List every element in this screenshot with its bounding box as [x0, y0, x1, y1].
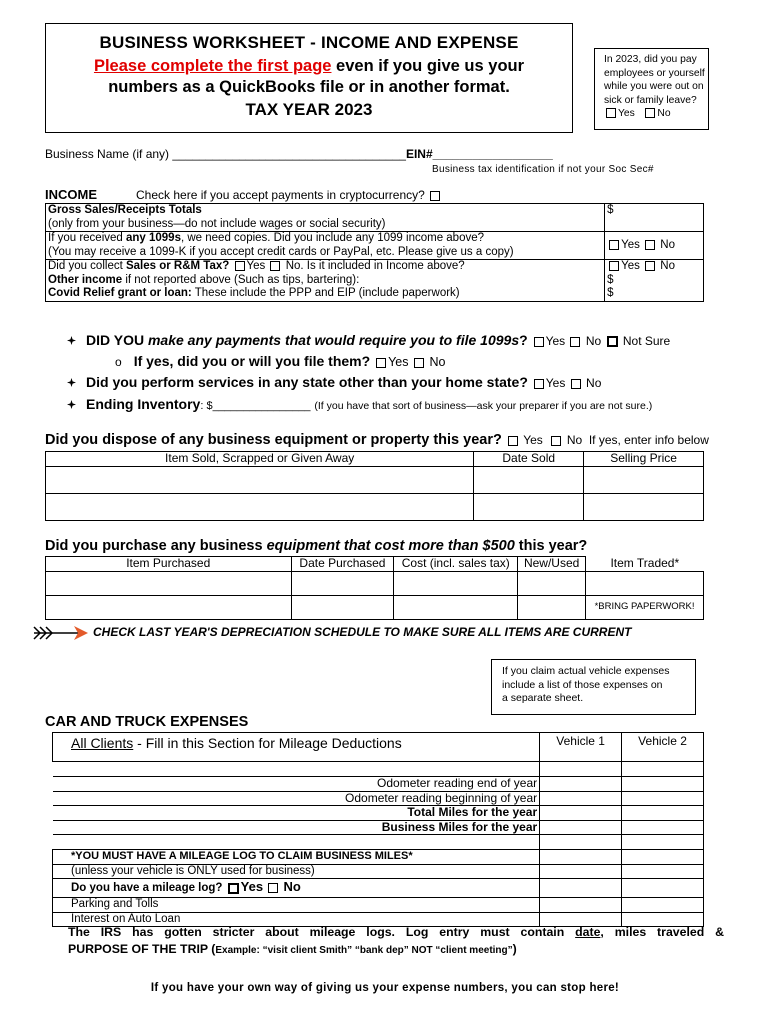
- leave-no-label: No: [657, 108, 671, 119]
- table-row: [46, 232, 704, 260]
- leave-line: while you were out on: [604, 81, 704, 92]
- 1099-no-checkbox[interactable]: [645, 240, 655, 250]
- table-row: [53, 835, 704, 850]
- sales-included-no-checkbox[interactable]: [645, 261, 655, 271]
- purchase-question: [45, 538, 587, 554]
- sub-bullet: o: [115, 355, 122, 369]
- inventory-blank[interactable]: : $________________: [200, 400, 311, 412]
- leave-options: [604, 107, 708, 121]
- odometer-end-label: Odometer reading end of year: [53, 777, 540, 792]
- instruction-line3: numbers as a QuickBooks file or in another format.: [108, 78, 510, 96]
- mileage-log-unless: (unless your vehicle is ONLY used for business): [53, 864, 540, 879]
- disposal-table: [45, 451, 704, 521]
- leave-no-checkbox[interactable]: [645, 108, 655, 118]
- table-row: [46, 493, 704, 520]
- table-cell[interactable]: [584, 493, 704, 520]
- table-cell[interactable]: [540, 777, 622, 792]
- table-row: [53, 762, 704, 777]
- irs-date: date: [575, 925, 601, 939]
- table-cell[interactable]: [46, 466, 474, 493]
- vehicle1-header: Vehicle 1: [540, 733, 622, 762]
- table-cell[interactable]: [540, 820, 622, 835]
- q1-sub-no-label: No: [429, 355, 446, 369]
- table-cell[interactable]: [584, 466, 704, 493]
- car-heading: CAR AND TRUCK EXPENSES: [45, 714, 249, 730]
- sales-yes-label: Yes: [246, 260, 266, 272]
- sales-included-yes-checkbox[interactable]: [609, 261, 619, 271]
- diamond-bullet-icon: [67, 400, 76, 409]
- column-header: Item Traded*: [586, 557, 704, 572]
- column-header: Cost (incl. sales tax): [394, 557, 518, 572]
- 1099-yes-checkbox[interactable]: [609, 240, 619, 250]
- instruction-red: Please complete the first page: [93, 57, 332, 75]
- q2-text: Did you perform services in any state other than your home state?: [86, 374, 528, 390]
- table-cell[interactable]: [474, 466, 584, 493]
- crypto-checkbox[interactable]: [430, 191, 440, 201]
- table-cell[interactable]: [622, 850, 704, 865]
- log-no-label: No: [283, 879, 301, 895]
- q1-not-sure-checkbox[interactable]: [607, 336, 618, 347]
- all-clients: All Clients: [71, 735, 134, 751]
- covid-cell: [46, 287, 605, 301]
- income-heading: INCOME: [45, 187, 97, 202]
- depreciation-note: CHECK LAST YEAR'S DEPRECIATION SCHEDULE TO MAKE SURE ALL ITEMS ARE CURRENT: [93, 625, 632, 639]
- q2-no-label: No: [586, 376, 602, 390]
- table-row: [46, 571, 704, 595]
- table-cell[interactable]: [518, 595, 586, 619]
- covid-bold: Covid Relief grant or loan:: [48, 287, 192, 299]
- table-cell: [53, 762, 540, 777]
- 1099-text-rest: , we need copies. Did you include any 1099 income above?: [180, 232, 485, 244]
- note-line: include a list of those expenses on: [502, 678, 663, 691]
- q2-yes-label: Yes: [545, 376, 566, 390]
- q1-italic: make any payments that would require you to file 1099s: [147, 332, 520, 348]
- gross-title: Gross Sales/Receipts Totals: [48, 204, 202, 216]
- leave-line: sick or family leave?: [604, 94, 697, 106]
- other-income-cell: [46, 274, 605, 288]
- odometer-begin-label: Odometer reading beginning of year: [53, 791, 540, 806]
- q1-text: DID YOU: [86, 332, 148, 348]
- diamond-bullet-icon: [67, 336, 76, 345]
- leave-line: employees or yourself: [604, 67, 705, 79]
- covid-text: These include the PPP and EIP (include paperwork): [191, 287, 460, 299]
- q1-yes-checkbox[interactable]: [534, 337, 544, 347]
- table-cell[interactable]: [622, 879, 704, 898]
- table-cell[interactable]: [622, 820, 704, 835]
- business-miles-label: Business Miles for the year: [53, 820, 540, 835]
- 1099-cell: [46, 232, 605, 260]
- vehicle-expense-note: [491, 659, 696, 715]
- table-cell[interactable]: [540, 762, 622, 777]
- purchase-text: Did you purchase any business: [45, 538, 267, 554]
- table-cell[interactable]: [622, 835, 704, 850]
- irs-note-line2: [68, 941, 724, 959]
- table-row: [46, 287, 704, 301]
- table-row: [53, 806, 704, 821]
- q1-sub-yes-checkbox[interactable]: [376, 358, 386, 368]
- gross-note: (only from your business—do not include wages or social security): [48, 217, 386, 230]
- q2-yes-checkbox[interactable]: [534, 379, 544, 389]
- crypto-question: [136, 188, 442, 202]
- question-1099-sub: [115, 353, 445, 369]
- 1099-text: If you received: [48, 232, 126, 244]
- business-name-line[interactable]: [45, 147, 553, 161]
- disposal-yes-checkbox[interactable]: [508, 436, 518, 446]
- table-row: [46, 260, 704, 274]
- leave-question-box: [594, 48, 709, 130]
- table-row: [53, 898, 704, 913]
- gross-amount[interactable]: $: [605, 204, 704, 232]
- ein-note: Business tax identification if not your Soc Sec#: [432, 164, 654, 175]
- table-cell[interactable]: [394, 595, 518, 619]
- leave-yes-label: Yes: [618, 108, 635, 119]
- all-clients-cell: [53, 733, 540, 762]
- q1-sub-text: If yes, did you or will you file them?: [133, 353, 371, 369]
- 1099-bold: any 1099s: [125, 232, 181, 244]
- crypto-label: Check here if you accept payments in cryptocurrency?: [136, 188, 425, 202]
- no-label: No: [660, 238, 675, 251]
- irs-close-paren: ): [512, 942, 517, 956]
- q1-no-label: No: [585, 334, 602, 348]
- total-miles-label: Total Miles for the year: [53, 806, 540, 821]
- irs-text: The IRS has gotten stricter about mileage logs. Log entry must contain: [68, 925, 576, 939]
- instruction-text: [46, 56, 572, 98]
- car-table: [52, 732, 704, 927]
- income-table: [45, 203, 704, 302]
- business-name-label: Business Name (if any) ___________________________________: [45, 147, 406, 161]
- q1-yes-label: Yes: [545, 334, 566, 348]
- interest-label: Interest on Auto Loan: [53, 912, 540, 927]
- table-cell[interactable]: [474, 493, 584, 520]
- disposal-no-checkbox[interactable]: [551, 436, 561, 446]
- question-inventory: [67, 396, 652, 412]
- sales-text-rest: No. Is it included in Income above?: [285, 260, 465, 272]
- table-row: [53, 791, 704, 806]
- column-header: Item Purchased: [46, 557, 292, 572]
- irs-mileage-note: [68, 924, 724, 959]
- q1-qmark: ?: [519, 332, 528, 348]
- bring-paperwork: *BRING PAPERWORK!: [586, 595, 704, 619]
- log-yes-checkbox[interactable]: [228, 883, 239, 894]
- other-income-text: if not reported above (Such as tips, bartering):: [122, 273, 360, 286]
- arrow-icon: [32, 624, 90, 642]
- table-cell[interactable]: [540, 879, 622, 898]
- footer-note: If you have your own way of giving us your expense numbers, you can stop here!: [150, 982, 620, 994]
- parking-label: Parking and Tolls: [53, 898, 540, 913]
- gross-cell: [46, 204, 605, 232]
- yes-label: Yes: [621, 238, 640, 251]
- purchase-italic: equipment that cost more than $500: [266, 538, 515, 554]
- table-cell[interactable]: [540, 806, 622, 821]
- table-cell[interactable]: [622, 806, 704, 821]
- table-cell: [53, 835, 540, 850]
- covid-amount[interactable]: $: [605, 287, 704, 301]
- 1099-note: (You may receive a 1099-K if you accept credit cards or PayPal, etc. Please give us a copy): [48, 245, 514, 258]
- table-row: [53, 820, 704, 835]
- table-row: [46, 452, 704, 467]
- table-cell[interactable]: [586, 571, 704, 595]
- irs-example: Example: “visit client Smith” “bank dep” NOT “client meeting”: [215, 945, 513, 956]
- q2-no-checkbox[interactable]: [571, 379, 581, 389]
- leave-yes-checkbox[interactable]: [606, 108, 616, 118]
- tax-year: TAX YEAR 2023: [245, 100, 373, 119]
- sales-bold: Sales or R&M Tax?: [125, 260, 230, 272]
- sales-text: Did you collect: [48, 260, 126, 272]
- table-row: [46, 557, 704, 572]
- q1-sub-yes-label: Yes: [388, 355, 409, 369]
- disposal-text: Did you dispose of any business equipment or property this year?: [45, 432, 502, 448]
- table-cell[interactable]: [622, 898, 704, 913]
- table-cell[interactable]: [46, 493, 474, 520]
- inventory-label: Ending Inventory: [86, 396, 201, 412]
- column-header: Selling Price: [584, 452, 704, 467]
- table-cell[interactable]: [518, 571, 586, 595]
- no-label: No: [660, 260, 675, 272]
- q1-not-sure-label: Not Sure: [622, 334, 671, 348]
- table-cell[interactable]: [622, 777, 704, 792]
- irs-text-rest: , miles traveled &: [600, 925, 724, 939]
- table-cell[interactable]: [540, 835, 622, 850]
- log-yes-label: Yes: [240, 879, 264, 895]
- table-cell[interactable]: [540, 864, 622, 879]
- table-cell[interactable]: [394, 571, 518, 595]
- mileage-log-required: *YOU MUST HAVE A MILEAGE LOG TO CLAIM BUSINESS MILES*: [53, 850, 540, 865]
- irs-note-line1: [68, 924, 724, 941]
- disposal-note: If yes, enter info below: [588, 433, 709, 447]
- leave-line: In 2023, did you pay: [604, 54, 697, 65]
- other-income-bold: Other income: [48, 273, 123, 286]
- disposal-question: [45, 432, 709, 448]
- table-cell[interactable]: [622, 791, 704, 806]
- note-line: a separate sheet.: [502, 692, 584, 704]
- column-header: Date Purchased: [291, 557, 394, 572]
- table-cell[interactable]: [540, 791, 622, 806]
- column-header: Item Sold, Scrapped or Given Away: [46, 452, 474, 467]
- table-row: [46, 274, 704, 288]
- disposal-yes-label: Yes: [523, 433, 543, 447]
- table-row: [53, 879, 704, 898]
- table-cell[interactable]: [540, 850, 622, 865]
- table-cell[interactable]: [291, 571, 394, 595]
- log-no-checkbox[interactable]: [268, 883, 278, 893]
- table-row: [53, 864, 704, 879]
- log-question-text: Do you have a mileage log?: [71, 882, 223, 895]
- inventory-note: (If you have that sort of business—ask your preparer if you are not sure.): [314, 400, 653, 412]
- purchase-text-rest: this year?: [514, 538, 588, 554]
- diamond-bullet-icon: [67, 378, 76, 387]
- table-cell[interactable]: [622, 762, 704, 777]
- ein-label: EIN#__________________: [405, 147, 553, 161]
- q1-sub-no-checkbox[interactable]: [414, 358, 424, 368]
- instruction-rest: even if you give us your: [331, 57, 525, 75]
- other-income-amount[interactable]: $: [605, 274, 704, 288]
- disposal-no-label: No: [566, 433, 583, 447]
- question-other-state: [67, 374, 601, 390]
- note-line: If you claim actual vehicle expenses: [502, 665, 670, 677]
- irs-purpose: PURPOSE OF THE TRIP (: [68, 942, 216, 956]
- table-row: [46, 204, 704, 232]
- column-header: New/Used: [518, 557, 586, 572]
- yes-label: Yes: [621, 260, 640, 272]
- mileage-log-question: [53, 879, 540, 898]
- table-row: [53, 850, 704, 865]
- table-cell[interactable]: [46, 571, 292, 595]
- table-cell[interactable]: [291, 595, 394, 619]
- sales-tax-cell: [46, 260, 605, 274]
- sales-no-checkbox[interactable]: [270, 261, 280, 271]
- q1-no-checkbox[interactable]: [570, 337, 580, 347]
- table-row: [46, 466, 704, 493]
- 1099-options: [605, 232, 704, 260]
- table-cell[interactable]: [540, 898, 622, 913]
- sales-yes-checkbox[interactable]: [235, 261, 245, 271]
- table-row: [46, 595, 704, 619]
- worksheet-title: BUSINESS WORKSHEET - INCOME AND EXPENSE: [99, 33, 519, 52]
- table-row: [53, 777, 704, 792]
- table-cell[interactable]: [622, 864, 704, 879]
- sales-options: [605, 260, 704, 274]
- question-1099: [67, 332, 670, 348]
- vehicle2-header: Vehicle 2: [622, 733, 704, 762]
- table-row: [53, 733, 704, 762]
- table-cell[interactable]: [46, 595, 292, 619]
- title-box: [45, 23, 573, 133]
- column-header: Date Sold: [474, 452, 584, 467]
- purchase-table: [45, 556, 704, 620]
- fill-in-text: - Fill in this Section for Mileage Deductions: [133, 735, 402, 751]
